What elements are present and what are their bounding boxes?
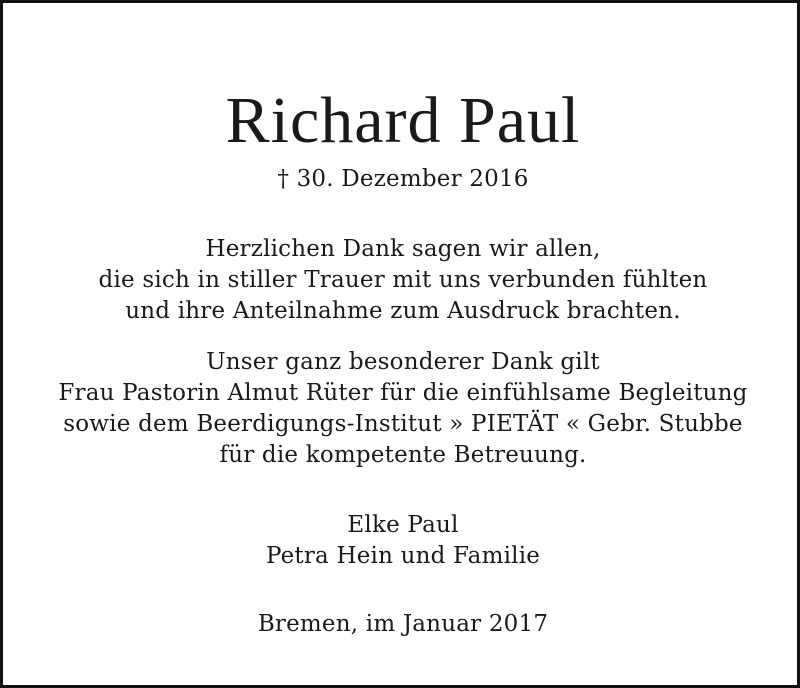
special-thanks-line-4: für die kompetente Betreuung. [219,442,587,468]
special-thanks-line-3: sowie dem Beerdigungs-Institut » PIETÄT « Gebr. Stubbe [63,411,743,437]
signatory-1: Elke Paul [347,512,459,538]
deceased-name: Richard Paul [225,84,581,157]
date-of-death: † 30. Dezember 2016 [277,166,529,192]
signatory-2: Petra Hein und Familie [265,543,541,569]
place-and-date: Bremen, im Januar 2017 [257,611,549,637]
thanks-line-3: und ihre Anteilnahme zum Ausdruck brachten. [125,298,681,324]
special-thanks-line-2: Frau Pastorin Almut Rüter für die einfühlsame Begleitung [58,380,748,406]
special-thanks-line-1: Unser ganz besonderer Dank gilt [206,349,600,375]
thanks-line-2: die sich in stiller Trauer mit uns verbunden fühlten [98,267,708,293]
thanks-line-1: Herzlichen Dank sagen wir allen, [205,236,601,262]
